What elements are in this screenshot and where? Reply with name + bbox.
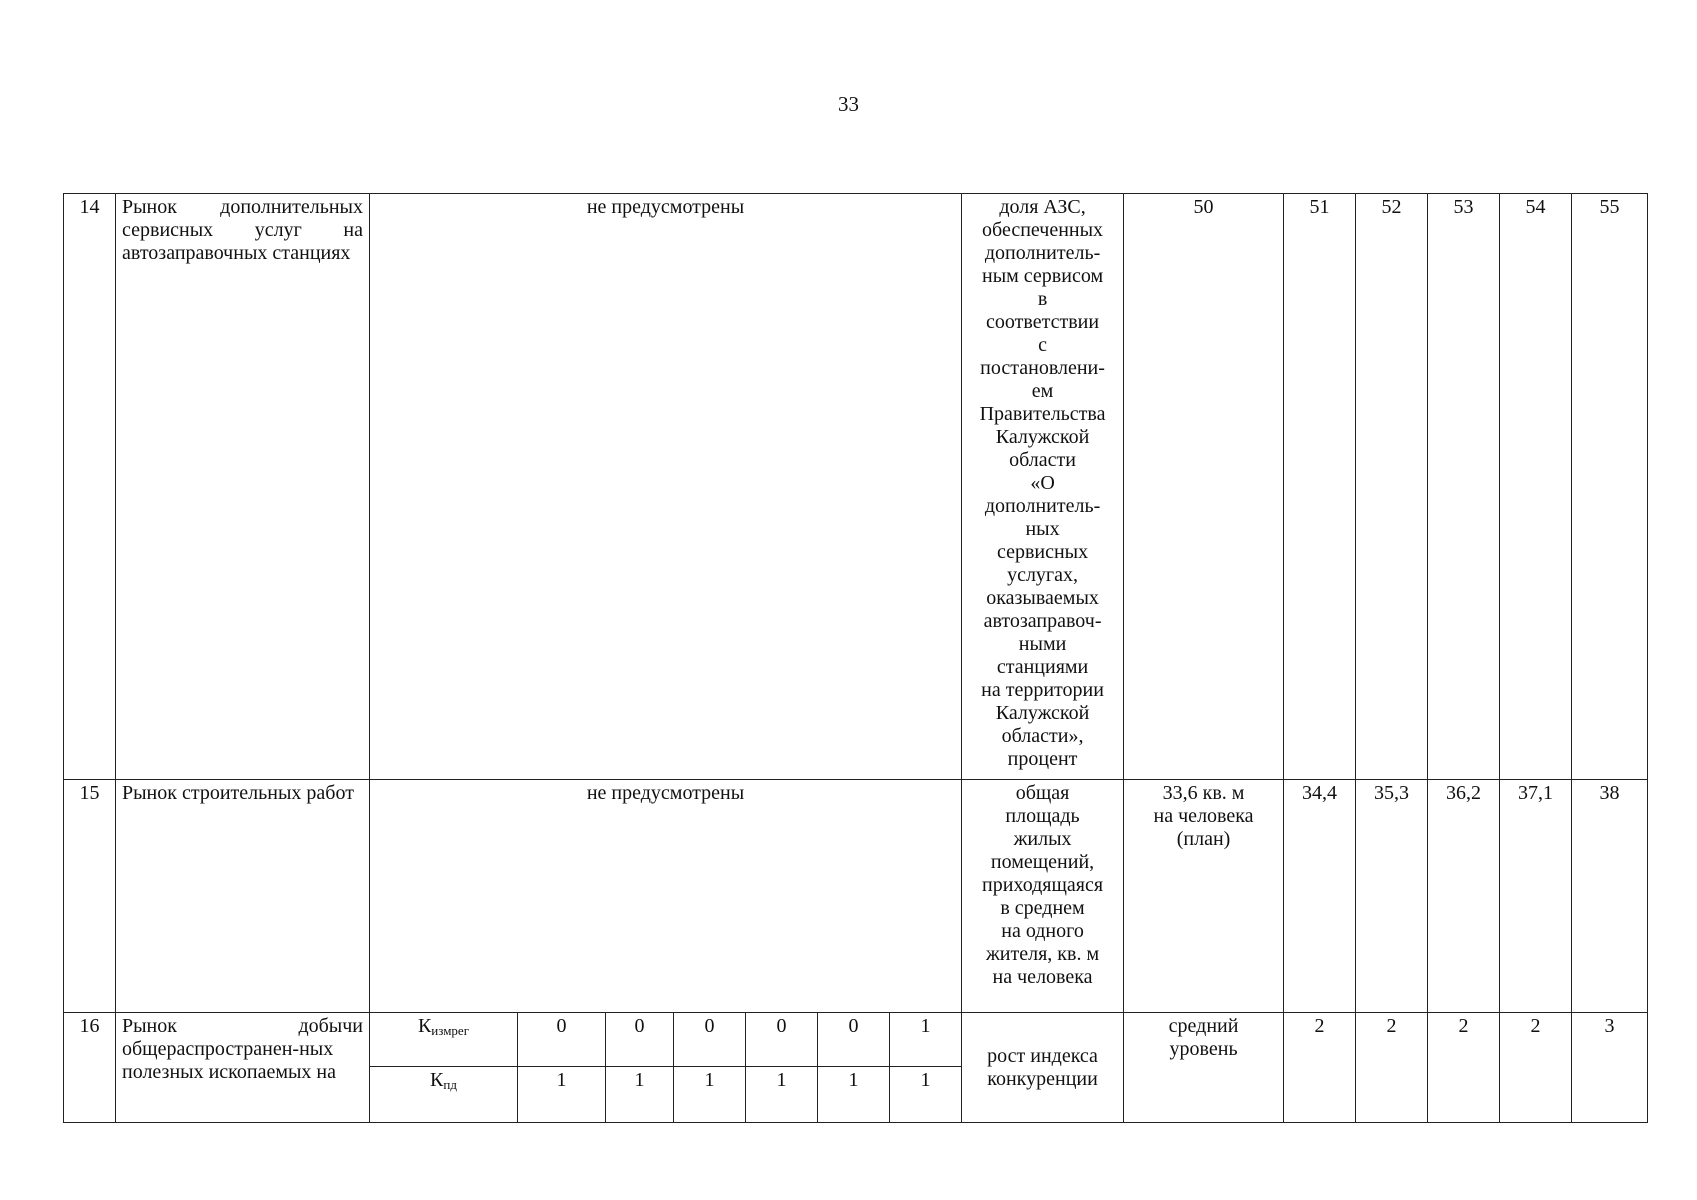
baseline-value [1124, 1013, 1284, 1123]
target-value: 53 [1428, 194, 1500, 780]
target-value: 55 [1572, 194, 1648, 780]
coefficient-value: 0 [518, 1013, 606, 1067]
row-number: 15 [64, 780, 116, 1013]
target-value: 34,4 [1284, 780, 1356, 1013]
table-row [64, 194, 1648, 780]
coefficient-subscript: пд [443, 1077, 457, 1092]
indicator-text: общая площадь жилых помещений, приходящаяся в среднем на одного жителя, кв. м на человека [982, 782, 1104, 988]
coefficient-value: 1 [890, 1067, 962, 1123]
coefficient-value: 1 [890, 1013, 962, 1067]
target-value: 37,1 [1500, 780, 1572, 1013]
table-row [64, 780, 1648, 1013]
target-value: 36,2 [1428, 780, 1500, 1013]
markets-table [63, 193, 1648, 1123]
target-value: 52 [1356, 194, 1428, 780]
baseline-value: 50 [1124, 194, 1284, 780]
row-number: 16 [64, 1013, 116, 1123]
page-number: 33 [838, 92, 859, 116]
target-value: 2 [1428, 1013, 1500, 1123]
coefficient-subscript: измрег [431, 1023, 470, 1038]
target-value: 54 [1500, 194, 1572, 780]
indicator-cell [962, 780, 1124, 1013]
target-value: 38 [1572, 780, 1648, 1013]
target-value: 35,3 [1356, 780, 1428, 1013]
coefficient-label [370, 1067, 518, 1123]
coefficient-value: 1 [818, 1067, 890, 1123]
market-name: Рынок дополнительных сервисных услуг на автозаправочных станциях [116, 194, 370, 780]
coefficient-value: 1 [674, 1067, 746, 1123]
target-value: 3 [1572, 1013, 1648, 1123]
coefficient-value: 0 [746, 1013, 818, 1067]
coefficient-label [370, 1013, 518, 1067]
target-value: 2 [1284, 1013, 1356, 1123]
baseline-text: средний уровень [1168, 1015, 1239, 1060]
target-value: 2 [1356, 1013, 1428, 1123]
row-number: 14 [64, 194, 116, 780]
coefficient-value: 1 [746, 1067, 818, 1123]
coefficient-main: К [430, 1069, 444, 1091]
target-value: 51 [1284, 194, 1356, 780]
target-value: 2 [1500, 1013, 1572, 1123]
baseline-text: 33,6 кв. м на человека (план) [1153, 782, 1254, 850]
market-name: Рынок добычи общераспространен-ных полезных ископаемых на [116, 1013, 370, 1123]
baseline-value [1124, 780, 1284, 1013]
measures-cell: не предусмотрены [370, 194, 962, 780]
indicator-text: рост индекса конкуренции [987, 1044, 1098, 1090]
indicator-text: доля АЗС, обеспеченных дополнитель- ным сервисом в соответствии с постановлени- ем Правительства Калужской области «О дополнитель- ных сервисных услугах, оказываемых автозаправоч- ными станциями на территории Калужской области», процент [979, 196, 1106, 770]
coefficient-value: 0 [674, 1013, 746, 1067]
coefficient-value: 0 [818, 1013, 890, 1067]
table-row [64, 1013, 1648, 1067]
indicator-cell [962, 1013, 1124, 1123]
coefficient-value: 0 [606, 1013, 674, 1067]
coefficient-value: 1 [606, 1067, 674, 1123]
measures-cell: не предусмотрены [370, 780, 962, 1013]
market-name: Рынок строительных работ [116, 780, 370, 1013]
indicator-cell [962, 194, 1124, 780]
coefficient-main: К [417, 1015, 432, 1037]
coefficient-value: 1 [518, 1067, 606, 1123]
